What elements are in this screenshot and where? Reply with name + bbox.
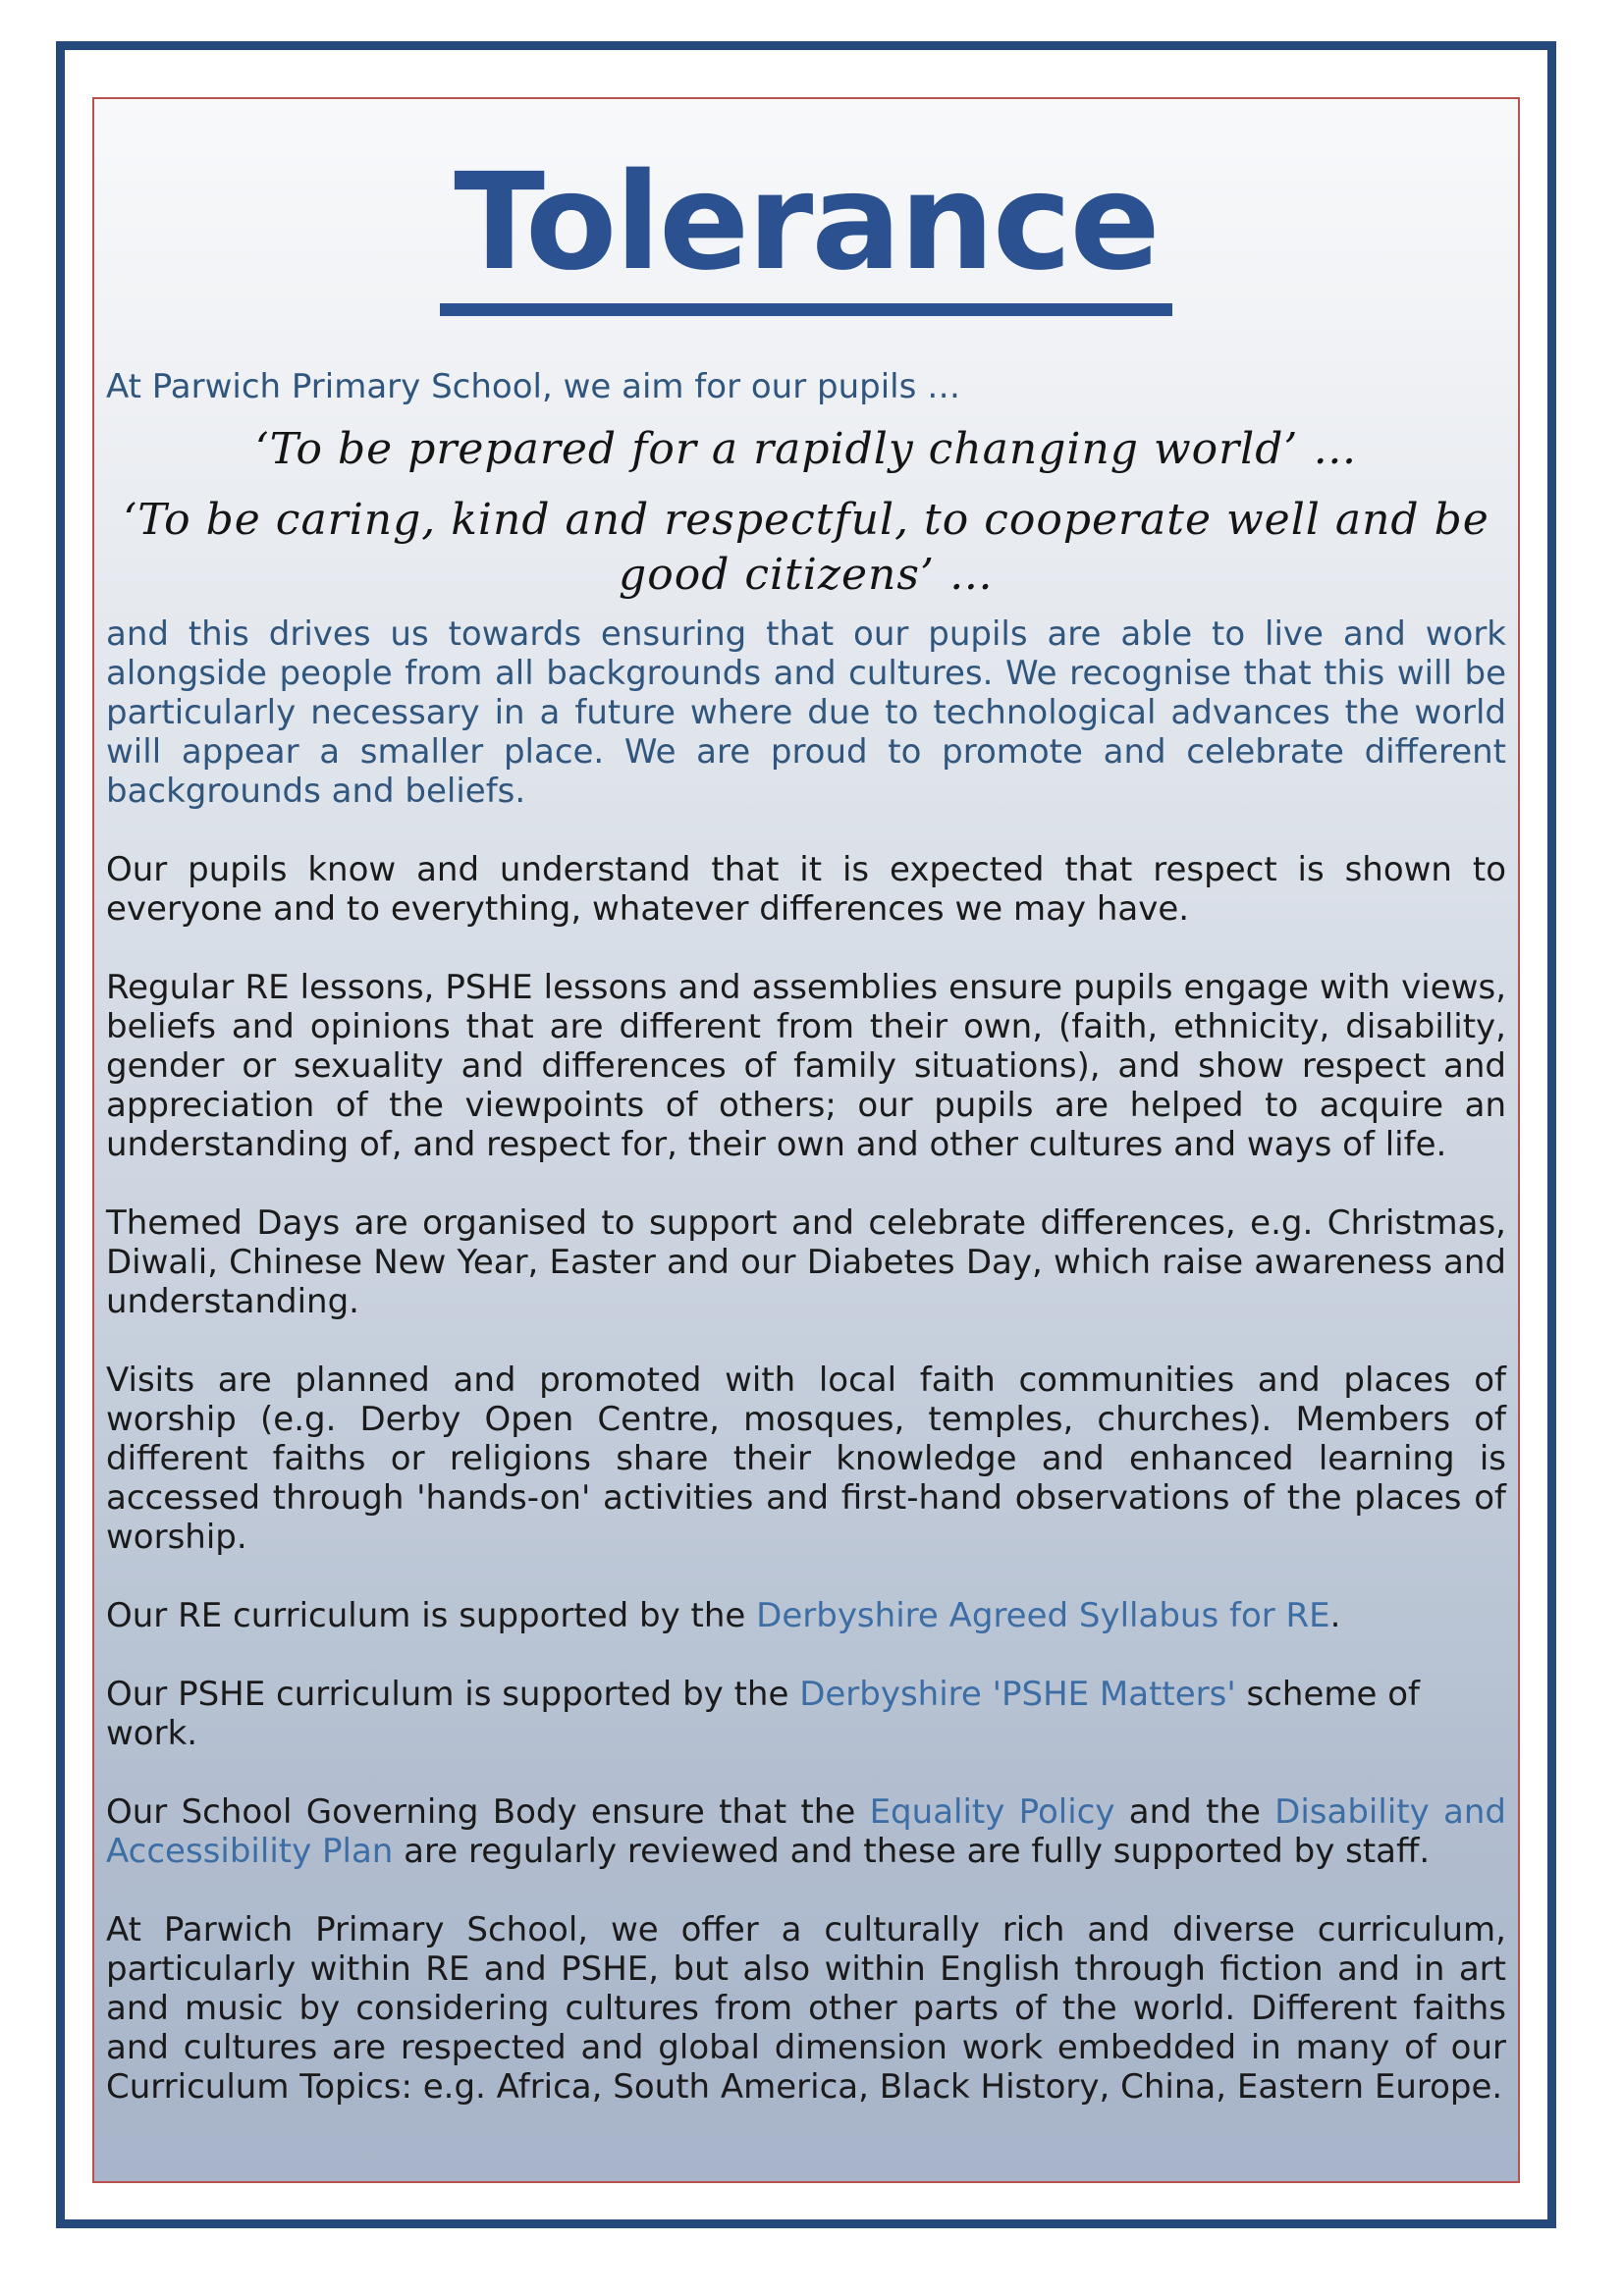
derbyshire-agreed-syllabus-link[interactable]: Derbyshire Agreed Syllabus for RE xyxy=(756,1596,1330,1636)
pshe-matters-link[interactable]: Derbyshire 'PSHE Matters' xyxy=(799,1675,1236,1715)
re-curriculum-text: Our RE curriculum is supported by the xyxy=(106,1596,757,1636)
paragraph-pshe-curriculum xyxy=(106,1675,1506,1753)
governing-body-text: Our School Governing Body ensure that the xyxy=(106,1792,870,1833)
re-curriculum-period: . xyxy=(1329,1596,1341,1636)
disability-accessibility-plan-link[interactable]: Disability and Accessibility Plan xyxy=(106,1792,1506,1872)
vision-quote-world: ‘To be prepared for a rapidly changing world’ … xyxy=(254,424,1358,475)
governing-body-tail: are regularly reviewed and these are fully supported by staff. xyxy=(393,1832,1431,1872)
equality-policy-link[interactable]: Equality Policy xyxy=(869,1792,1115,1833)
paragraph-curriculum-topics: At Parwich Primary School, we offer a culturally rich and diverse curriculum, particularly within RE and PSHE, but also within English through fiction and in art and music by considering cultures from other parts of the world. Different faiths and cultures are respected and global dimension work embedded in many of our Curriculum Topics: e.g. Africa, South America, Black History, China, Eastern Europe. xyxy=(106,1910,1506,2108)
paragraph-re-curriculum xyxy=(106,1596,1506,1635)
intro-line: At Parwich Primary School, we aim for our pupils … xyxy=(106,367,961,407)
page-title: Tolerance xyxy=(440,146,1172,316)
vision-quote-citizens: ‘To be caring, kind and respectful, to cooperate well and be good citizens’ … xyxy=(123,495,1489,601)
content-box xyxy=(92,97,1520,2183)
paragraph-themed-days: Themed Days are organised to support and celebrate differences, e.g. Christmas, Diwali, Chinese New Year, Easter and our Diabetes Day, which raise awareness and understanding. xyxy=(106,1203,1506,1322)
paragraph-respect: Our pupils know and understand that it is expected that respect is shown to everyone and to everything, whatever differences we may have. xyxy=(106,850,1506,930)
paragraph-governing-body xyxy=(106,1792,1506,1871)
governing-body-mid-text: and the xyxy=(1114,1792,1275,1833)
outer-border-frame xyxy=(56,41,1556,2228)
paragraph-lessons: Regular RE lessons, PSHE lessons and assemblies ensure pupils engage with views, beliefs and opinions that are different from their own, (faith, ethnicity, disability, gender or sexuality and differences of family situations), and show respect and appreciation of the viewpoints of others; our pupils are helped to acquire an understanding of, and respect for, their own and other cultures and ways of life. xyxy=(106,968,1506,1165)
pshe-curriculum-tail: scheme of work. xyxy=(106,1675,1421,1754)
paragraph-drives: and this drives us towards ensuring that our pupils are able to live and work alongside people from all backgrounds and cultures. We recognise that this will be particularly necessary in a future where due to technological advances the world will appear a smaller place. We are proud to promote and celebrate different backgrounds and beliefs. xyxy=(106,614,1506,812)
pshe-curriculum-text: Our PSHE curriculum is supported by the xyxy=(106,1675,800,1715)
paragraph-visits: Visits are planned and promoted with local faith communities and places of worship (e.g. Derby Open Centre, mosques, temples, churches). Members of different faiths or religions share their knowledge and enhanced learning is accessed through 'hands-on' activities and first-hand observations of the places of worship. xyxy=(106,1361,1506,1558)
title-row xyxy=(106,146,1506,316)
